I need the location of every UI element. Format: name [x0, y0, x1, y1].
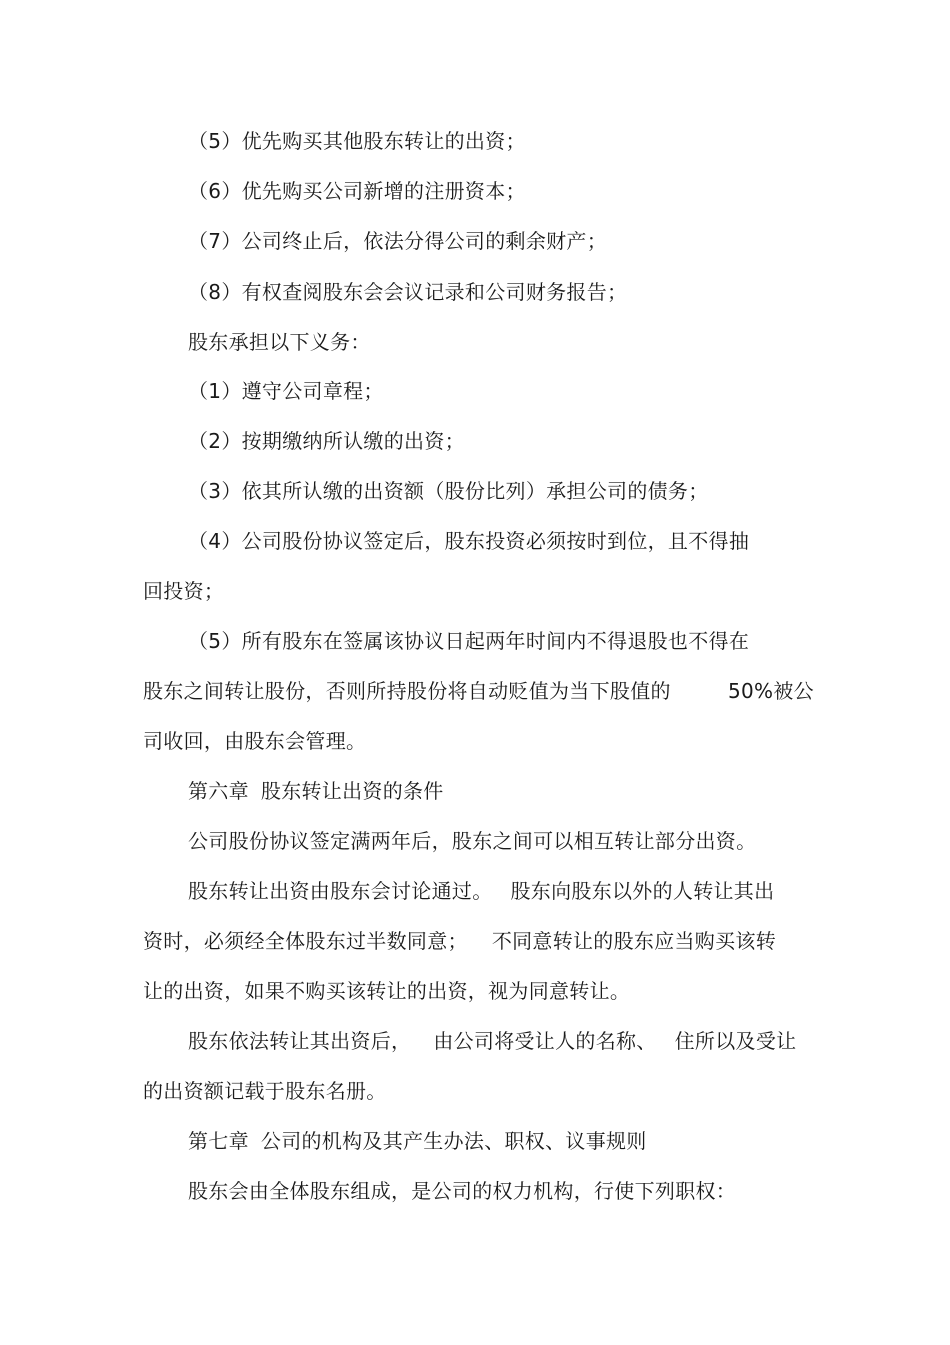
transfer-text-e: 股东依法转让其出资后，	[188, 1029, 412, 1053]
transfer-paragraph-2-line-2	[143, 928, 776, 954]
transfer-text-a: 股东转让出资由股东会讨论通过。	[188, 879, 493, 903]
transfer-paragraph-2-line-3: 让的出资，如果不购买该转让的出资，视为同意转让。	[143, 979, 631, 1003]
obligations-heading: 股东承担以下义务：	[188, 330, 371, 354]
transfer-paragraph-3-line-2: 的出资额记载于股东名册。	[143, 1079, 387, 1103]
transfer-text-b: 股东向股东以外的人转让其出	[510, 879, 775, 903]
obligation-5-line-2-tail: 50%被公	[728, 679, 814, 703]
shareholders-meeting-paragraph: 股东会由全体股东组成，是公司的权力机构，行使下列职权：	[188, 1179, 737, 1203]
paragraph-right-5: （5）优先购买其他股东转让的出资；	[188, 129, 526, 153]
chapter-6-title: 股东转让出资的条件	[260, 779, 444, 803]
chapter-7-heading	[188, 1128, 647, 1154]
chapter-6-heading	[188, 778, 444, 804]
obligation-4-line-2: 回投资；	[143, 579, 225, 603]
chapter-7-number: 第七章	[188, 1129, 249, 1153]
obligation-5-line-1: （5）所有股东在签属该协议日起两年时间内不得退股也不得在	[188, 629, 750, 653]
obligation-3: （3）依其所认缴的出资额（股份比列）承担公司的债务；	[188, 479, 709, 503]
transfer-text-f: 由公司将受让人的名称、	[433, 1029, 657, 1053]
obligation-1: （1）遵守公司章程；	[188, 379, 384, 403]
transfer-text-c: 资时，必须经全体股东过半数同意；	[143, 929, 468, 953]
transfer-paragraph-2-line-1	[188, 878, 774, 904]
paragraph-right-6: （6）优先购买公司新增的注册资本；	[188, 179, 526, 203]
chapter-6-number: 第六章	[188, 779, 249, 803]
transfer-paragraph-1: 公司股份协议签定满两年后，股东之间可以相互转让部分出资。	[188, 829, 757, 853]
transfer-text-d: 不同意转让的股东应当购买该转	[491, 929, 777, 953]
obligation-4-line-1: （4）公司股份协议签定后，股东投资必须按时到位，且不得抽	[188, 529, 750, 553]
transfer-text-g: 住所以及受让	[674, 1029, 797, 1053]
transfer-paragraph-3-line-1	[188, 1028, 796, 1054]
paragraph-right-8: （8）有权查阅股东会会议记录和公司财务报告；	[188, 280, 628, 304]
obligation-5-line-2: 股东之间转让股份，否则所持股份将自动贬值为当下股值的	[143, 679, 671, 703]
obligation-2: （2）按期缴纳所认缴的出资；	[188, 429, 465, 453]
chapter-7-title: 公司的机构及其产生办法、职权、议事规则	[260, 1129, 647, 1153]
obligation-5-line-3: 司收回，由股东会管理。	[143, 729, 367, 753]
paragraph-right-7: （7）公司终止后，依法分得公司的剩余财产；	[188, 229, 608, 253]
